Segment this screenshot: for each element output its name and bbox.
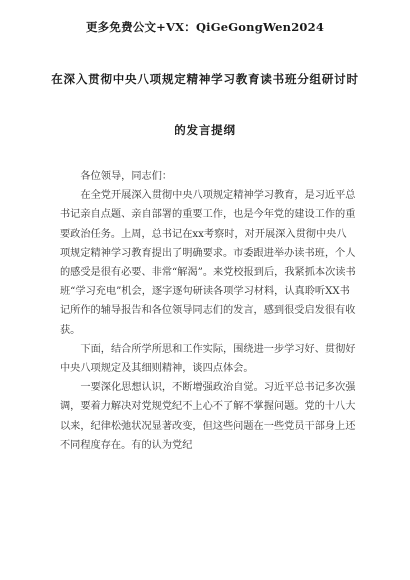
paragraph: 一要深化思想认识，不断增强政治自觉。习近平总书记多次强调，要着力解决对党规党纪不上心不了解不掌握问题。党的十八大以来，纪律松弛状况显著改变，但这些问题在一些党员干部身上还不同程度存在。有的认为党纪 [60, 382, 356, 451]
watermark-header: 更多免费公文+VX：QiGeGongWen2024 [85, 20, 325, 34]
document-body [60, 167, 356, 455]
document-title-line2: 的发言提纲 [174, 123, 236, 137]
paragraph: 在全党开展深入贯彻中央八项规定精神学习教育，是习近平总书记亲自点题、亲自部署的重要工作，也是今年党的建设工作的重要政治任务。上周，总书记在xx考察时，对开展深入贯彻中央八项规定精神学习教育提出了明确要求。市委跟进举办读书班，个人的感受是很有必要、非常“解渴”。来党校报到后，我紧抓本次读书班“学习充电”机会，逐字逐句研读各项学习材料，认真聆听XX书记所作的辅导报告和各位领导同志们的发言，感到很受启发很有收获。 [60, 190, 356, 336]
greeting: 各位领导，同志们： [80, 171, 173, 182]
paragraph: 下面，结合所学所思和工作实际，围绕进一步学习好、贯彻好中央八项规定及其细则精神，谈四点体会。 [60, 343, 356, 375]
document-title-line1: 在深入贯彻中央八项规定精神学习教育读书班分组研讨时 [51, 72, 359, 86]
